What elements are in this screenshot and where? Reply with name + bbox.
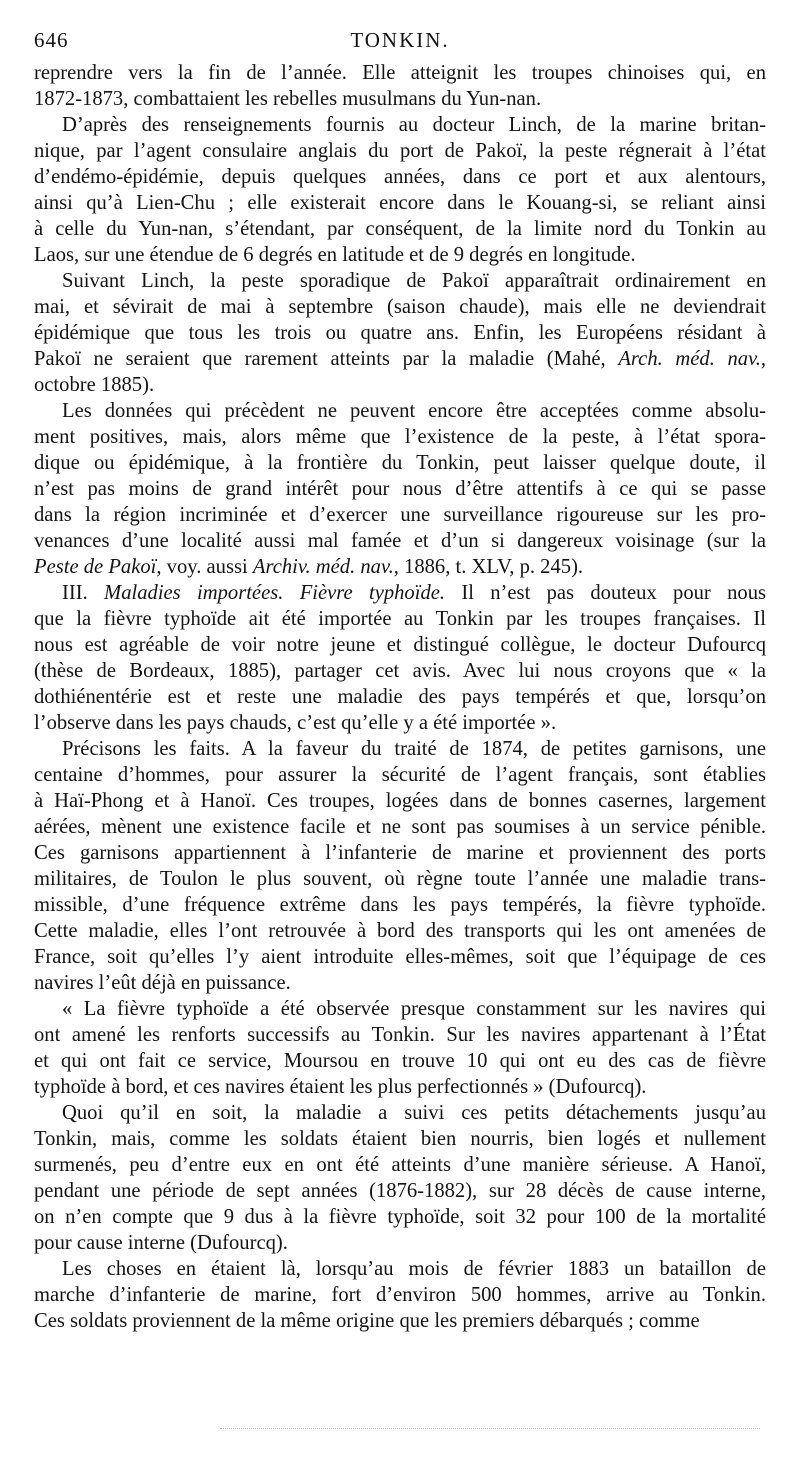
text-line: dique ou épidémique, à la frontière du Tonkin, peut laisser quelque doute, il <box>34 452 766 474</box>
text-line: D’après des renseignements fournis au docteur Linch, de la marine britan- <box>62 114 766 136</box>
text-line: d’endémo-épidémie, depuis quelques années, dans ce port et aux alentours, <box>34 166 766 188</box>
text-line: dans la région incriminée et d’exercer une surveillance rigoureuse sur les pro- <box>34 504 766 526</box>
page-bottom-specks <box>220 1428 760 1433</box>
text-line: ment positives, mais, alors même que l’existence de la peste, à l’état spora- <box>34 426 766 448</box>
paragraph <box>34 1100 766 1256</box>
page-header <box>34 28 766 58</box>
text-line: 1872-1873, combattaient les rebelles musulmans du Yun-nan. <box>34 88 542 110</box>
paragraph <box>34 580 766 736</box>
text-line: reprendre vers la fin de l’année. Elle atteignit les troupes chinoises qui, en <box>34 62 766 84</box>
text-line: Pakoï ne seraient que rarement atteints par la maladie (Mahé, Arch. méd. nav., <box>34 348 766 370</box>
text-line: surmenés, peu d’entre eux en ont été atteints d’une manière sérieuse. A Hanoï, <box>34 1154 766 1176</box>
text-line: nous est agréable de voir notre jeune et distingué collègue, le docteur Dufourcq <box>34 634 766 656</box>
text-line: nique, par l’agent consulaire anglais du port de Pakoï, la peste régnerait à l’état <box>34 140 766 162</box>
paragraph <box>34 268 766 398</box>
paragraph <box>34 112 766 268</box>
text-line: aérées, mènent une existence facile et ne sont pas soumises à un service pénible. <box>34 816 766 838</box>
text-line: Ces soldats proviennent de la même origine que les premiers débarqués ; comme <box>34 1310 700 1332</box>
page-number: 646 <box>34 28 69 52</box>
text-line: centaine d’hommes, pour assurer la sécurité de l’agent français, sont établies <box>34 764 766 786</box>
text-line: à Haï-Phong et à Hanoï. Ces troupes, logées dans de bonnes casernes, largement <box>34 790 766 812</box>
paragraph <box>34 398 766 580</box>
text-line: pendant une période de sept années (1876-1882), sur 28 décès de cause interne, <box>34 1180 766 1202</box>
text-line: ont amené les renforts successifs au Tonkin. Sur les navires appartenant à l’État <box>34 1024 766 1046</box>
text-line: militaires, de Toulon le plus souvent, où règne toute l’année une maladie trans- <box>34 868 766 890</box>
body-text <box>34 60 766 1334</box>
text-line: épidémique que tous les trois ou quatre ans. Enfin, les Européens résidant à <box>34 322 766 344</box>
text-line: typhoïde à bord, et ces navires étaient les plus perfectionnés » (Dufourcq). <box>34 1076 647 1098</box>
text-line: à celle du Yun-nan, s’étendant, par conséquent, de la limite nord du Tonkin au <box>34 218 766 240</box>
text-line: III. Maladies importées. Fièvre typhoïde. Il n’est pas douteux pour nous <box>62 582 767 604</box>
text-line: « La fièvre typhoïde a été observée presque constamment sur les navires qui <box>62 998 766 1020</box>
text-line: Les données qui précèdent ne peuvent encore être acceptées comme absolu- <box>62 400 766 422</box>
text-line: Les choses en étaient là, lorsqu’au mois de février 1883 un bataillon de <box>62 1258 766 1280</box>
text-line: navires l’eût déjà en puissance. <box>34 972 291 994</box>
text-line: missible, d’une fréquence extrême dans les pays tempérés, la fièvre typhoïde. <box>34 894 766 916</box>
paragraph <box>34 60 766 112</box>
paragraph <box>34 1256 766 1334</box>
text-line: marche d’infanterie de marine, fort d’environ 500 hommes, arrive au Tonkin. <box>34 1284 766 1306</box>
text-line: Tonkin, mais, comme les soldats étaient bien nourris, bien logés et nullement <box>34 1128 766 1150</box>
text-line: et qui ont fait ce service, Moursou en trouve 10 qui ont eu des cas de fièvre <box>34 1050 766 1072</box>
text-line: ainsi qu’à Lien-Chu ; elle existerait encore dans le Kouang-si, se reliant ainsi <box>34 192 766 214</box>
text-line: octobre 1885). <box>34 374 155 396</box>
text-line: Cette maladie, elles l’ont retrouvée à bord des transports qui les ont amenées de <box>34 920 766 942</box>
text-line: Laos, sur une étendue de 6 degrés en latitude et de 9 degrés en longitude. <box>34 244 636 266</box>
text-line: dothiénentérie est et reste une maladie des pays tempérés et que, lorsqu’on <box>34 686 766 708</box>
paragraph <box>34 996 766 1100</box>
text-line: venances d’une localité aussi mal famée et d’un si dangereux voisinage (sur la <box>34 530 766 552</box>
text-line: que la fièvre typhoïde ait été importée au Tonkin par les troupes françaises. Il <box>34 608 766 630</box>
text-line: Précisons les faits. A la faveur du traité de 1874, de petites garnisons, une <box>62 738 766 760</box>
text-line: mai, et sévirait de mai à septembre (saison chaude), mais elle ne deviendrait <box>34 296 766 318</box>
text-line: Ces garnisons appartiennent à l’infanterie de marine et proviennent des ports <box>34 842 766 864</box>
text-line: Suivant Linch, la peste sporadique de Pakoï apparaîtrait ordinairement en <box>62 270 766 292</box>
running-title: TONKIN. <box>350 28 450 52</box>
text-line: (thèse de Bordeaux, 1885), partager cet avis. Avec lui nous croyons que « la <box>34 660 766 682</box>
text-line: France, soit qu’elles l’y aient introduite elles-mêmes, soit que l’équipage de ces <box>34 946 766 968</box>
paragraph <box>34 736 766 996</box>
text-line: pour cause interne (Dufourcq). <box>34 1232 288 1254</box>
text-line: l’observe dans les pays chauds, c’est qu’elle y a été importée ». <box>34 712 557 734</box>
text-line: n’est pas moins de grand intérêt pour nous d’être attentifs à ce qui se passe <box>34 478 766 500</box>
text-line: on n’en compte que 9 dus à la fièvre typhoïde, soit 32 pour 100 de la mortalité <box>34 1206 766 1228</box>
text-line: Peste de Pakoï, voy. aussi Archiv. méd. nav., 1886, t. XLV, p. 245). <box>34 556 584 578</box>
text-line: Quoi qu’il en soit, la maladie a suivi ces petits détachements jusqu’au <box>62 1102 766 1124</box>
